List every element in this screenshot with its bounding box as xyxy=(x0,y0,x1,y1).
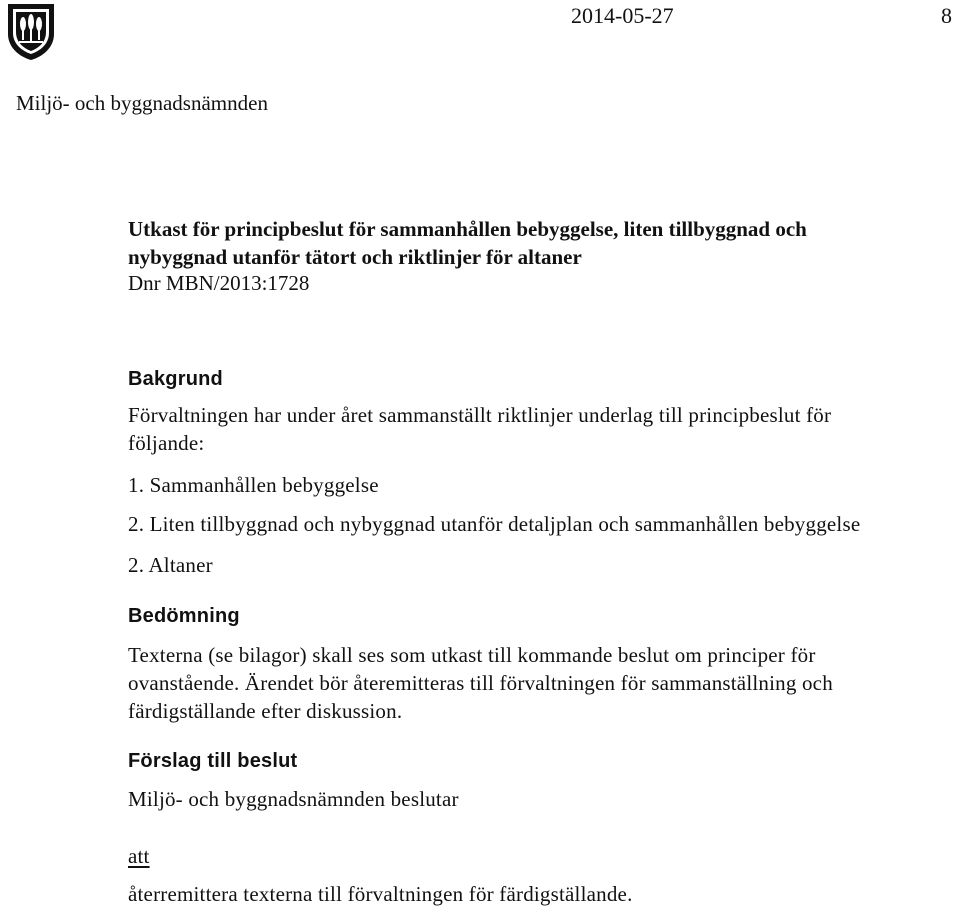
bedomning-line-1: Texterna (se bilagor) skall ses som utkast till kommande beslut om principer för xyxy=(128,643,816,667)
list-item: 2. Altaner xyxy=(128,553,213,577)
bakgrund-heading: Bakgrund xyxy=(128,368,223,390)
forslag-text: Miljö- och byggnadsnämnden beslutar xyxy=(128,787,459,811)
bedomning-line-2: ovanstående. Ärendet bör återemitteras till förvaltningen för sammanställning och xyxy=(128,671,833,695)
list-item: 2. Liten tillbyggnad och nybyggnad utanför detaljplan och sammanhållen bebyggelse xyxy=(128,512,861,536)
forslag-heading: Förslag till beslut xyxy=(128,750,298,772)
bakgrund-line-1: Förvaltningen har under året sammanställt riktlinjer underlag till principbeslut för xyxy=(128,403,832,427)
bedomning-paragraph xyxy=(128,641,833,725)
bedomning-heading: Bedömning xyxy=(128,605,240,627)
page-number: 8 xyxy=(941,3,952,28)
case-title-line-1: Utkast för principbeslut för sammanhållen bebyggelse, liten tillbyggnad och xyxy=(128,217,807,241)
att-label: att xyxy=(128,844,150,868)
list-item: 1. Sammanhållen bebyggelse xyxy=(128,473,379,497)
case-dnr: Dnr MBN/2013:1728 xyxy=(128,271,310,295)
document-date: 2014-05-27 xyxy=(571,3,674,28)
decision-text: återremittera texterna till förvaltningen för färdigställande. xyxy=(128,882,633,906)
coat-of-arms-icon xyxy=(6,2,56,62)
case-title xyxy=(128,215,807,271)
case-title-line-2: nybyggnad utanför tätort och riktlinjer för altaner xyxy=(128,245,582,269)
committee-name: Miljö- och byggnadsnämnden xyxy=(16,91,268,115)
bedomning-line-3: färdigställande efter diskussion. xyxy=(128,699,403,723)
bakgrund-line-2: följande: xyxy=(128,431,205,455)
bakgrund-paragraph xyxy=(128,401,831,457)
